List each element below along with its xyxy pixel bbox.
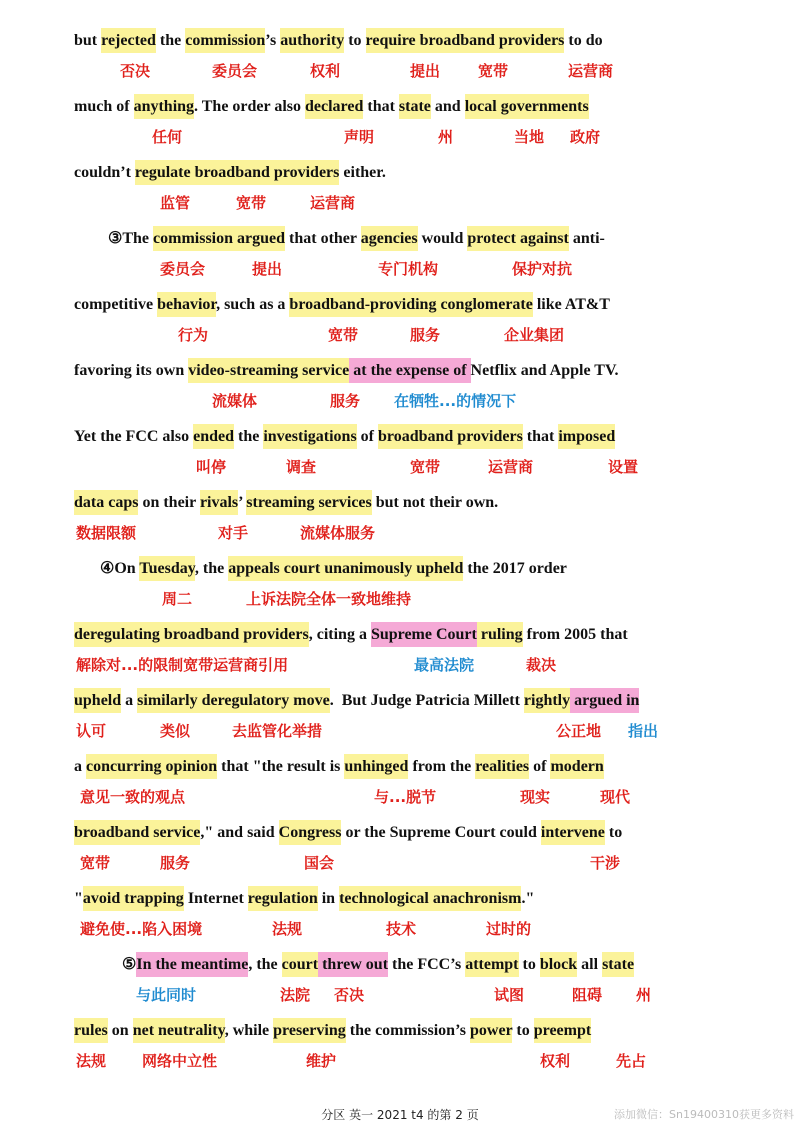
chinese-annotation: 阻碍 [572, 986, 603, 1004]
highlighted-term: local governments [465, 94, 589, 119]
text-run: , citing a [308, 626, 371, 643]
chinese-annotation: 宽带 [80, 854, 111, 872]
highlighted-term: court [282, 952, 318, 977]
pink-highlighted-term: threw out [318, 952, 388, 977]
text-run: that "the result is [217, 758, 345, 775]
chinese-annotation: 周二 [162, 590, 193, 608]
highlighted-term: ended [193, 424, 234, 449]
chinese-annotation: 委员会 [160, 260, 206, 278]
highlighted-term: unhinged [344, 754, 408, 779]
text-run: ③The [108, 230, 154, 247]
highlighted-term: broadband providers [378, 424, 523, 449]
highlighted-term: streaming services [246, 490, 371, 515]
highlighted-term: Congress [279, 820, 342, 845]
english-line [108, 228, 605, 250]
chinese-annotation: 与此同时 [136, 986, 197, 1004]
english-line [74, 30, 603, 52]
english-line [74, 756, 604, 778]
text-run: on their [138, 494, 200, 511]
chinese-annotation: 州 [438, 128, 454, 146]
chinese-annotation: 干涉 [590, 854, 621, 872]
highlighted-term: upheld [74, 688, 121, 713]
highlighted-term: attempt [465, 952, 518, 977]
chinese-annotation: 裁决 [526, 656, 557, 674]
english-line [74, 888, 534, 910]
highlighted-term: Tuesday [139, 556, 194, 581]
highlighted-term: realities [475, 754, 529, 779]
text-run: that [363, 98, 399, 115]
chinese-annotation: 监管 [160, 194, 191, 212]
text-run: a [121, 692, 138, 709]
highlighted-term: deregulating broadband providers [74, 622, 309, 647]
highlighted-term: anything [134, 94, 194, 119]
chinese-annotation: 叫停 [196, 458, 227, 476]
highlighted-term: appeals court unanimously upheld [228, 556, 463, 581]
chinese-annotation: 任何 [152, 128, 183, 146]
chinese-annotation: 试图 [494, 986, 525, 1004]
text-run: competitive [74, 296, 158, 313]
text-run: that [522, 428, 559, 445]
highlighted-term: power [470, 1018, 512, 1043]
chinese-annotation: 避免使...陷入困境 [80, 920, 203, 938]
text-run: in [317, 890, 340, 907]
chinese-annotation: 维护 [306, 1052, 337, 1070]
text-run: the [234, 428, 264, 445]
text-run: but [74, 32, 102, 49]
english-line [74, 624, 628, 646]
highlighted-term: protect against [467, 226, 568, 251]
highlighted-term: modern [550, 754, 603, 779]
chinese-annotation: 意见一致的观点 [80, 788, 186, 806]
chinese-annotation: 数据限额 [76, 524, 137, 542]
english-line [100, 558, 567, 580]
chinese-annotation: 服务 [330, 392, 361, 410]
chinese-annotation: 运营商 [310, 194, 356, 212]
text-run: but not their own. [371, 494, 499, 511]
chinese-annotation: 运营商 [488, 458, 534, 476]
text-run: of [529, 758, 551, 775]
english-line [74, 96, 589, 118]
chinese-annotation: 现实 [520, 788, 551, 806]
chinese-annotation: 企业集团 [504, 326, 565, 344]
text-run: . But Judge Patricia Millett [329, 692, 524, 709]
highlighted-term: state [602, 952, 634, 977]
highlighted-term: declared [305, 94, 363, 119]
chinese-annotation: 网络中立性 [142, 1052, 218, 1070]
text-run: favoring its own [74, 362, 189, 379]
chinese-annotation: 与...脱节 [374, 788, 437, 806]
chinese-annotation: 公正地 [556, 722, 602, 740]
text-run: all [577, 956, 603, 973]
text-run: , the [248, 956, 282, 973]
pink-highlighted-term: at the expense of [349, 358, 470, 383]
english-line [74, 360, 618, 382]
highlighted-term: agencies [361, 226, 418, 251]
chinese-annotation: 认可 [76, 722, 107, 740]
pink-highlighted-term: argued in [570, 688, 639, 713]
chinese-annotation: 服务 [410, 326, 441, 344]
chinese-annotation: 指出 [628, 722, 659, 740]
highlighted-term: preserving [273, 1018, 346, 1043]
chinese-annotation: 设置 [608, 458, 639, 476]
text-run: that other [285, 230, 361, 247]
text-run: much of [74, 98, 134, 115]
chinese-annotation: 提出 [410, 62, 441, 80]
chinese-annotation: 保护对抗 [512, 260, 573, 278]
english-line [74, 162, 386, 184]
chinese-annotation: 宽带 [478, 62, 509, 80]
text-run: , while [224, 1022, 274, 1039]
chinese-annotation: 流媒体 [212, 392, 258, 410]
highlighted-term: ruling [477, 622, 523, 647]
text-run: anti- [568, 230, 605, 247]
text-run: the FCC’s [388, 956, 466, 973]
english-line [74, 690, 639, 712]
highlighted-term: behavior [157, 292, 216, 317]
chinese-annotation: 技术 [386, 920, 417, 938]
chinese-annotation: 国会 [304, 854, 335, 872]
chinese-annotation: 宽带 [236, 194, 267, 212]
text-run: ’ [238, 494, 247, 511]
text-run: of [356, 428, 378, 445]
text-run: , such as a [216, 296, 290, 313]
text-run: on [107, 1022, 133, 1039]
text-run: ④On [100, 560, 140, 577]
text-run: to [512, 1022, 534, 1039]
chinese-annotation: 权利 [540, 1052, 571, 1070]
text-run: would [417, 230, 468, 247]
highlighted-term: commission argued [153, 226, 285, 251]
english-line [74, 294, 610, 316]
highlighted-term: investigations [263, 424, 356, 449]
chinese-annotation: 政府 [570, 128, 601, 146]
highlighted-term: imposed [558, 424, 615, 449]
chinese-annotation: 否决 [334, 986, 365, 1004]
chinese-annotation: 解除对...的限制宽带运营商引用 [76, 656, 289, 674]
text-run: ." [521, 890, 535, 907]
text-run: Yet the FCC also [74, 428, 194, 445]
text-run: ⑤ [122, 956, 137, 973]
chinese-annotation: 先占 [616, 1052, 647, 1070]
highlighted-term: broadband service [74, 820, 200, 845]
highlighted-term: intervene [541, 820, 605, 845]
english-line [74, 1020, 591, 1042]
text-run: " [74, 890, 83, 907]
highlighted-term: state [399, 94, 431, 119]
chinese-annotation: 委员会 [212, 62, 258, 80]
highlighted-term: authority [280, 28, 344, 53]
chinese-annotation: 宽带 [410, 458, 441, 476]
highlighted-term: similarly deregulatory move [137, 688, 330, 713]
page-footer: 分区 英一 2021 t4 的第 2 页 [321, 1108, 479, 1122]
chinese-annotation: 行为 [178, 326, 209, 344]
text-run: a [74, 758, 86, 775]
chinese-annotation: 否决 [120, 62, 151, 80]
text-run: to [604, 824, 623, 841]
text-run: either. [339, 164, 386, 181]
chinese-annotation: 提出 [252, 260, 283, 278]
highlighted-term: preempt [534, 1018, 591, 1043]
text-run: . The order also [194, 98, 305, 115]
text-run: to do [564, 32, 603, 49]
highlighted-term: net neutrality [133, 1018, 225, 1043]
highlighted-term: video-streaming service [188, 358, 349, 383]
chinese-annotation: 州 [636, 986, 652, 1004]
pink-highlighted-term: Supreme Court [371, 622, 477, 647]
highlighted-term: commission [185, 28, 265, 53]
chinese-annotation: 当地 [514, 128, 545, 146]
highlighted-term: technological anachronism [339, 886, 521, 911]
pink-highlighted-term: In the meantime [136, 952, 248, 977]
chinese-annotation: 权利 [310, 62, 341, 80]
chinese-annotation: 上诉法院全体一致地维持 [246, 590, 412, 608]
highlighted-term: data caps [74, 490, 138, 515]
english-line [74, 492, 498, 514]
chinese-annotation: 调查 [286, 458, 317, 476]
text-run: ," and said [200, 824, 279, 841]
text-run: and [430, 98, 465, 115]
chinese-annotation: 运营商 [568, 62, 614, 80]
text-run: Netflix and Apple TV. [470, 362, 619, 379]
highlighted-term: concurring opinion [86, 754, 217, 779]
chinese-annotation: 过时的 [486, 920, 532, 938]
text-run: Internet [183, 890, 248, 907]
highlighted-term: regulate broadband providers [135, 160, 339, 185]
chinese-annotation: 最高法院 [414, 656, 475, 674]
highlighted-term: block [540, 952, 577, 977]
text-run: or the Supreme Court could [341, 824, 541, 841]
chinese-annotation: 现代 [600, 788, 631, 806]
highlighted-term: rightly [524, 688, 570, 713]
english-line [74, 822, 622, 844]
text-run: to [344, 32, 366, 49]
highlighted-term: broadband-providing conglomerate [289, 292, 532, 317]
highlighted-term: regulation [248, 886, 318, 911]
english-line [74, 426, 615, 448]
chinese-annotation: 宽带 [328, 326, 359, 344]
chinese-annotation: 服务 [160, 854, 191, 872]
text-run: from the [408, 758, 476, 775]
text-run: couldn’t [74, 164, 135, 181]
chinese-annotation: 法规 [76, 1052, 107, 1070]
highlighted-term: rejected [101, 28, 156, 53]
text-run: to [518, 956, 540, 973]
chinese-annotation: 在牺牲...的情况下 [394, 392, 517, 410]
chinese-annotation: 类似 [160, 722, 191, 740]
english-line [122, 954, 634, 976]
text-run: the 2017 order [463, 560, 567, 577]
text-run: ’s [265, 32, 281, 49]
chinese-annotation: 流媒体服务 [300, 524, 376, 542]
chinese-annotation: 法院 [280, 986, 311, 1004]
text-run: like AT&T [532, 296, 610, 313]
chinese-annotation: 法规 [272, 920, 303, 938]
highlighted-term: rules [74, 1018, 108, 1043]
text-run: from 2005 that [522, 626, 628, 643]
chinese-annotation: 去监管化举措 [232, 722, 323, 740]
text-run: , the [194, 560, 229, 577]
highlighted-term: avoid trapping [83, 886, 184, 911]
text-run: the [155, 32, 186, 49]
chinese-annotation: 对手 [218, 524, 249, 542]
chinese-annotation: 声明 [344, 128, 375, 146]
highlighted-term: rivals [200, 490, 238, 515]
highlighted-term: require broadband providers [366, 28, 565, 53]
chinese-annotation: 专门机构 [378, 260, 439, 278]
text-run: the commission’s [345, 1022, 471, 1039]
watermark: 添加微信：Sn19400310获更多资料 [614, 1108, 794, 1121]
